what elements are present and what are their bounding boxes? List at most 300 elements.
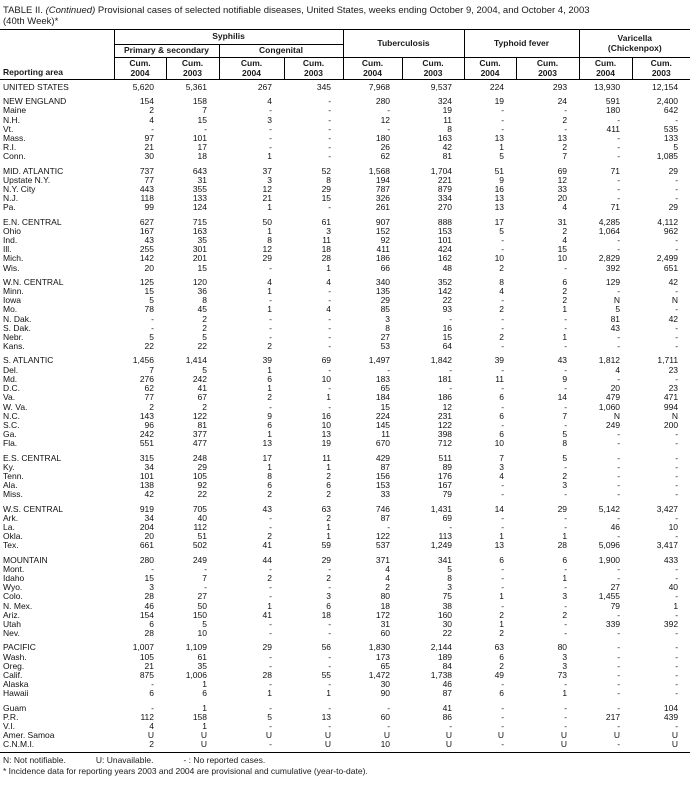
value-cell: U <box>671 730 679 741</box>
value-cell: - <box>501 401 505 412</box>
value-cell: 66 <box>380 262 391 273</box>
value-cell: 163 <box>437 133 453 144</box>
value-cell: - <box>675 489 679 500</box>
reporting-area-cell: Oreg. <box>3 661 25 671</box>
value-cell: 16 <box>321 410 332 421</box>
value-cell: 537 <box>375 540 391 551</box>
value-cell: 1 <box>326 392 332 403</box>
value-cell: - <box>151 322 154 333</box>
value-cell: - <box>387 105 391 116</box>
value-cell: 80 <box>557 642 568 653</box>
table-row <box>0 194 690 203</box>
value-cell: 8 <box>385 322 391 333</box>
varicella-label: Varicella <box>617 33 653 43</box>
reporting-area-cell: Ariz. <box>3 610 20 620</box>
table-row <box>0 463 690 472</box>
value-cell: - <box>328 383 332 394</box>
value-cell: - <box>617 341 621 352</box>
value-cell: - <box>617 531 621 542</box>
value-cell: - <box>204 582 207 593</box>
value-cell: 2,400 <box>656 96 679 107</box>
value-cell: - <box>675 438 679 449</box>
value-cell: 43 <box>262 503 272 514</box>
value-cell: 2 <box>326 489 332 500</box>
value-cell: 551 <box>139 438 154 449</box>
value-cell: 40 <box>668 582 679 593</box>
reporting-area-cell: Amer. Samoa <box>3 731 55 741</box>
value-cell: 339 <box>605 618 621 629</box>
value-cell: - <box>564 322 568 333</box>
value-cell: 33 <box>380 489 391 500</box>
value-cell: 16 <box>494 184 505 195</box>
value-cell: 20 <box>144 262 154 273</box>
value-cell: 43 <box>557 355 568 366</box>
value-cell: - <box>269 105 272 116</box>
value-cell: - <box>449 521 453 532</box>
value-cell: 2 <box>149 401 154 412</box>
value-cell: 705 <box>192 503 207 514</box>
value-cell: - <box>501 600 505 611</box>
value-cell: 186 <box>375 253 391 264</box>
value-cell: 4 <box>562 202 568 213</box>
value-cell: 261 <box>375 202 391 213</box>
value-cell: 4 <box>385 572 391 583</box>
value-cell: - <box>328 679 332 690</box>
value-cell: - <box>617 184 621 195</box>
value-cell: 1 <box>499 142 505 153</box>
value-cell: N <box>613 295 621 306</box>
reporting-area-cell: Wash. <box>3 652 27 662</box>
reporting-area-cell: MOUNTAIN <box>3 554 48 565</box>
value-cell: - <box>617 151 621 162</box>
value-cell: N <box>671 295 679 306</box>
value-cell: 5,361 <box>185 82 207 92</box>
value-cell: 10 <box>668 521 679 532</box>
value-cell: 204 <box>139 521 154 532</box>
value-cell: 11 <box>443 114 453 125</box>
table-row <box>0 213 690 227</box>
reporting-area-cell: Mass. <box>3 134 26 144</box>
value-cell: - <box>617 688 621 699</box>
value-cell: 334 <box>437 193 453 204</box>
value-cell: U <box>200 730 207 741</box>
value-cell: - <box>617 133 621 144</box>
value-cell: - <box>617 174 621 185</box>
value-cell: - <box>564 364 568 375</box>
value-cell: 1,711 <box>657 355 679 366</box>
value-cell: 10 <box>494 253 505 264</box>
value-cell: - <box>328 151 332 162</box>
reporting-area-cell: Guam <box>3 702 27 713</box>
value-cell: 12 <box>380 114 391 125</box>
value-cell: 92 <box>380 235 391 246</box>
footnote-incidence: * Incidence data for reporting years 2003 and 2004 are provisional and cumulative (year-to-date). <box>3 765 368 776</box>
value-cell: 352 <box>437 276 453 287</box>
value-cell: - <box>387 364 391 375</box>
reporting-area-cell: N.J. <box>3 194 19 204</box>
value-cell: 1 <box>267 688 272 699</box>
value-cell: 2 <box>202 322 207 333</box>
value-cell: 2 <box>149 105 154 116</box>
value-cell: 2 <box>562 609 568 620</box>
value-cell: 53 <box>380 341 391 352</box>
value-cell: - <box>269 521 272 532</box>
reporting-area-cell: V.I. <box>3 722 15 731</box>
value-cell: 6 <box>562 276 568 287</box>
reporting-area-cell: La. <box>3 522 15 532</box>
table-row <box>0 430 690 439</box>
value-cell: - <box>269 262 272 273</box>
value-cell: 429 <box>375 452 391 463</box>
value-cell: 133 <box>192 193 207 204</box>
value-cell: U <box>445 730 453 741</box>
value-cell: 62 <box>380 151 391 162</box>
value-cell: 6 <box>267 373 272 384</box>
value-cell: 89 <box>442 461 453 472</box>
reporting-area-cell: Minn. <box>3 287 24 297</box>
value-cell: 2 <box>267 392 272 403</box>
reporting-area-cell: Fla. <box>3 439 18 449</box>
table-row <box>0 449 690 463</box>
value-cell: 22 <box>197 489 207 500</box>
table-row <box>0 125 690 134</box>
value-cell: 1 <box>562 332 568 343</box>
value-cell: 18 <box>197 151 207 162</box>
value-cell: - <box>269 721 272 731</box>
value-cell: - <box>675 651 679 662</box>
value-cell: - <box>617 660 621 671</box>
value-cell: 1 <box>499 618 505 629</box>
reporting-area-cell: Ill. <box>3 245 12 255</box>
value-cell: 4 <box>385 563 391 574</box>
reporting-area-cell: N.Y. City <box>3 185 36 195</box>
reporting-area-cell: UNITED STATES <box>3 82 69 92</box>
table-title-line2: (40th Week)* <box>3 16 59 27</box>
value-cell: - <box>675 688 679 699</box>
value-cell: 411 <box>376 244 391 255</box>
value-cell: 167 <box>437 480 453 491</box>
value-cell: 5 <box>499 225 505 236</box>
value-cell: 3 <box>499 461 505 472</box>
value-cell: 31 <box>197 174 207 185</box>
value-cell: - <box>564 618 568 629</box>
reporting-area-cell: N.H. <box>3 115 20 125</box>
value-cell: 5 <box>615 304 621 315</box>
value-cell: 737 <box>139 165 154 176</box>
value-cell: 10 <box>321 419 332 430</box>
value-cell: 14 <box>494 503 505 514</box>
value-cell: 7 <box>499 452 505 463</box>
value-cell: 4 <box>267 276 272 287</box>
value-cell: 101 <box>192 133 207 144</box>
value-cell: 1 <box>202 702 207 713</box>
reporting-area-cell: Hawaii <box>3 689 29 699</box>
reporting-area-cell: Alaska <box>3 680 29 690</box>
value-cell: 154 <box>139 96 154 107</box>
value-cell: 13 <box>321 429 332 440</box>
reporting-area-cell: Ky. <box>3 462 15 472</box>
value-cell: 1 <box>562 531 568 542</box>
value-cell: 42 <box>442 142 453 153</box>
value-cell: - <box>328 142 332 153</box>
value-cell: 20 <box>144 531 154 542</box>
reporting-area-cell: Vt. <box>3 124 14 134</box>
reporting-area-cell: Conn. <box>3 152 26 162</box>
value-cell: 15 <box>144 286 154 297</box>
value-cell: 63 <box>321 503 332 514</box>
value-cell: - <box>328 582 332 593</box>
value-cell: 84 <box>442 660 453 671</box>
value-cell: - <box>564 521 568 532</box>
value-cell: 37 <box>262 165 272 176</box>
value-cell: 158 <box>192 711 207 722</box>
value-cell: 2 <box>562 225 568 236</box>
value-cell: 8 <box>267 470 272 481</box>
value-cell: 18 <box>321 244 332 255</box>
value-cell: - <box>501 313 505 324</box>
value-cell: - <box>675 660 679 671</box>
value-cell: 15 <box>442 332 453 343</box>
value-cell: - <box>564 702 568 713</box>
value-cell: 2 <box>326 470 332 481</box>
value-cell: 52 <box>321 165 332 176</box>
value-cell: 22 <box>442 628 453 639</box>
value-cell: 1 <box>267 383 272 394</box>
value-cell: 2 <box>562 286 568 297</box>
value-cell: 502 <box>192 540 207 551</box>
value-cell: 293 <box>552 82 568 92</box>
value-cell: 3 <box>267 174 272 185</box>
value-cell: 8 <box>447 123 453 134</box>
value-cell: 56 <box>321 642 332 653</box>
value-cell: - <box>269 295 272 306</box>
value-cell: 15 <box>197 262 207 273</box>
value-cell: - <box>617 721 621 731</box>
value-cell: - <box>501 563 505 574</box>
value-cell: 2 <box>499 660 505 671</box>
col-header-congenital-2004: Cum. 2004 <box>219 58 284 80</box>
table-row <box>0 92 690 106</box>
value-cell: 8 <box>202 295 207 306</box>
value-cell: - <box>564 313 568 324</box>
value-cell: 145 <box>375 419 391 430</box>
value-cell: 249 <box>192 554 207 565</box>
value-cell: 3 <box>385 313 391 324</box>
value-cell: 51 <box>197 531 207 542</box>
value-cell: 26 <box>380 142 391 153</box>
value-cell: 1,007 <box>132 642 154 653</box>
value-cell: - <box>269 739 272 750</box>
table-row <box>0 629 690 638</box>
value-cell: - <box>501 572 505 583</box>
value-cell: 217 <box>605 711 621 722</box>
table-row <box>0 421 690 430</box>
value-cell: 6 <box>202 688 207 699</box>
value-cell: 118 <box>140 193 154 204</box>
value-cell: 29 <box>262 642 272 653</box>
value-cell: 280 <box>375 96 391 107</box>
value-cell: - <box>269 628 272 639</box>
value-cell: 28 <box>262 669 272 680</box>
value-cell: 34 <box>144 461 154 472</box>
value-cell: 172 <box>375 609 391 620</box>
value-cell: 120 <box>192 276 207 287</box>
value-cell: - <box>675 669 679 680</box>
value-cell: - <box>387 521 391 532</box>
table-row <box>0 245 690 254</box>
value-cell: 152 <box>375 225 391 236</box>
value-cell: 1,006 <box>185 669 207 680</box>
value-cell: 746 <box>375 503 391 514</box>
value-cell: - <box>501 711 505 722</box>
reporting-area-cell: W.N. CENTRAL <box>3 276 64 287</box>
reporting-area-cell: Colo. <box>3 592 23 602</box>
value-cell: 2 <box>202 401 207 412</box>
value-cell: 1,830 <box>368 642 391 653</box>
reporting-area-header: Reporting area <box>0 30 114 80</box>
value-cell: 105 <box>139 651 154 662</box>
value-cell: - <box>204 563 207 574</box>
value-cell: 7 <box>202 105 207 116</box>
value-cell: 38 <box>442 600 453 611</box>
table-row <box>0 592 690 601</box>
reporting-area-cell: N. Mex. <box>3 601 33 611</box>
value-cell: - <box>501 679 505 690</box>
value-cell: 6 <box>499 688 505 699</box>
table-row <box>0 602 690 611</box>
value-cell: 122 <box>375 531 391 542</box>
value-cell: - <box>449 383 453 394</box>
value-cell: - <box>501 489 505 500</box>
value-cell: 5,142 <box>598 503 621 514</box>
value-cell: 13 <box>557 133 568 144</box>
value-cell: - <box>617 332 621 343</box>
value-cell: 6 <box>149 688 154 699</box>
table-row <box>0 551 690 565</box>
column-group-congenital: Congenital <box>219 45 343 58</box>
value-cell: - <box>564 123 568 134</box>
value-cell: 2,829 <box>598 253 621 264</box>
value-cell: - <box>564 461 568 472</box>
value-cell: 224 <box>375 410 391 421</box>
value-cell: 4 <box>615 364 621 375</box>
value-cell: 5 <box>202 618 207 629</box>
value-cell: 355 <box>192 184 207 195</box>
value-cell: 87 <box>442 688 453 699</box>
value-cell: 1 <box>267 600 272 611</box>
value-cell: 2 <box>499 332 505 343</box>
reporting-area-cell: Wis. <box>3 263 20 273</box>
table-row <box>0 490 690 499</box>
value-cell: 6 <box>267 419 272 430</box>
value-cell: - <box>501 235 505 246</box>
value-cell: - <box>675 591 679 602</box>
value-cell: 5 <box>149 295 154 306</box>
value-cell: 29 <box>197 461 207 472</box>
table-row <box>0 680 690 689</box>
value-cell: 61 <box>197 651 207 662</box>
value-cell: 2 <box>562 470 568 481</box>
value-cell: 29 <box>262 253 272 264</box>
reporting-area-cell: N.C. <box>3 411 20 421</box>
value-cell: - <box>675 572 679 583</box>
value-cell: 1 <box>267 429 272 440</box>
table-row <box>0 574 690 583</box>
notifiable-diseases-table <box>0 29 690 750</box>
value-cell: 2 <box>499 304 505 315</box>
value-cell: 45 <box>197 304 207 315</box>
value-cell: 41 <box>262 609 272 620</box>
value-cell: - <box>501 521 505 532</box>
value-cell: - <box>328 721 332 731</box>
value-cell: 2 <box>562 295 568 306</box>
reporting-area-cell: E.N. CENTRAL <box>3 216 62 227</box>
reporting-area-cell: Pa. <box>3 203 16 213</box>
value-cell: 22 <box>144 341 154 352</box>
value-cell: - <box>269 332 272 343</box>
table-row <box>0 134 690 143</box>
value-cell: 2 <box>499 628 505 639</box>
reporting-area-cell: Idaho <box>3 573 25 583</box>
value-cell: 42 <box>668 313 679 324</box>
value-cell: 156 <box>375 470 391 481</box>
value-cell: 6 <box>149 618 154 629</box>
value-cell: 96 <box>144 419 154 430</box>
value-cell: U <box>324 739 332 750</box>
value-cell: - <box>617 651 621 662</box>
value-cell: 371 <box>375 554 391 565</box>
value-cell: 1 <box>202 721 207 731</box>
value-cell: - <box>328 133 332 144</box>
value-cell: - <box>269 313 272 324</box>
value-cell: 51 <box>494 165 505 176</box>
value-cell: - <box>151 702 154 713</box>
value-cell: 22 <box>197 341 207 352</box>
col-header-varicella-2003: Cum. 2003 <box>632 58 690 80</box>
value-cell: 33 <box>557 184 568 195</box>
value-cell: 10 <box>494 438 505 449</box>
value-cell: - <box>675 235 679 246</box>
table-row <box>0 333 690 342</box>
value-cell: - <box>449 313 453 324</box>
table-row <box>0 152 690 161</box>
reporting-area-cell: W. Va. <box>3 402 28 412</box>
value-cell: 15 <box>557 244 568 255</box>
value-cell: 1,085 <box>656 151 679 162</box>
value-cell: 13 <box>494 540 505 551</box>
value-cell: 87 <box>380 512 391 523</box>
value-cell: U <box>445 739 453 750</box>
value-cell: - <box>617 669 621 680</box>
value-cell: 1,249 <box>430 540 453 551</box>
value-cell: 5 <box>149 332 154 343</box>
value-cell: 60 <box>380 711 391 722</box>
value-cell: - <box>328 286 332 297</box>
value-cell: 23 <box>668 364 679 375</box>
value-cell: - <box>675 304 679 315</box>
value-cell: - <box>675 322 679 333</box>
value-cell: - <box>675 512 679 523</box>
value-cell: 17 <box>494 216 505 227</box>
reporting-area-cell: R.I. <box>3 143 17 153</box>
reporting-area-cell: Ark. <box>3 513 19 523</box>
value-cell: - <box>617 114 621 125</box>
value-cell: 9 <box>267 410 272 421</box>
value-cell: 535 <box>663 123 679 134</box>
legend-row <box>3 755 690 766</box>
value-cell: - <box>328 651 332 662</box>
value-cell: 29 <box>380 295 391 306</box>
